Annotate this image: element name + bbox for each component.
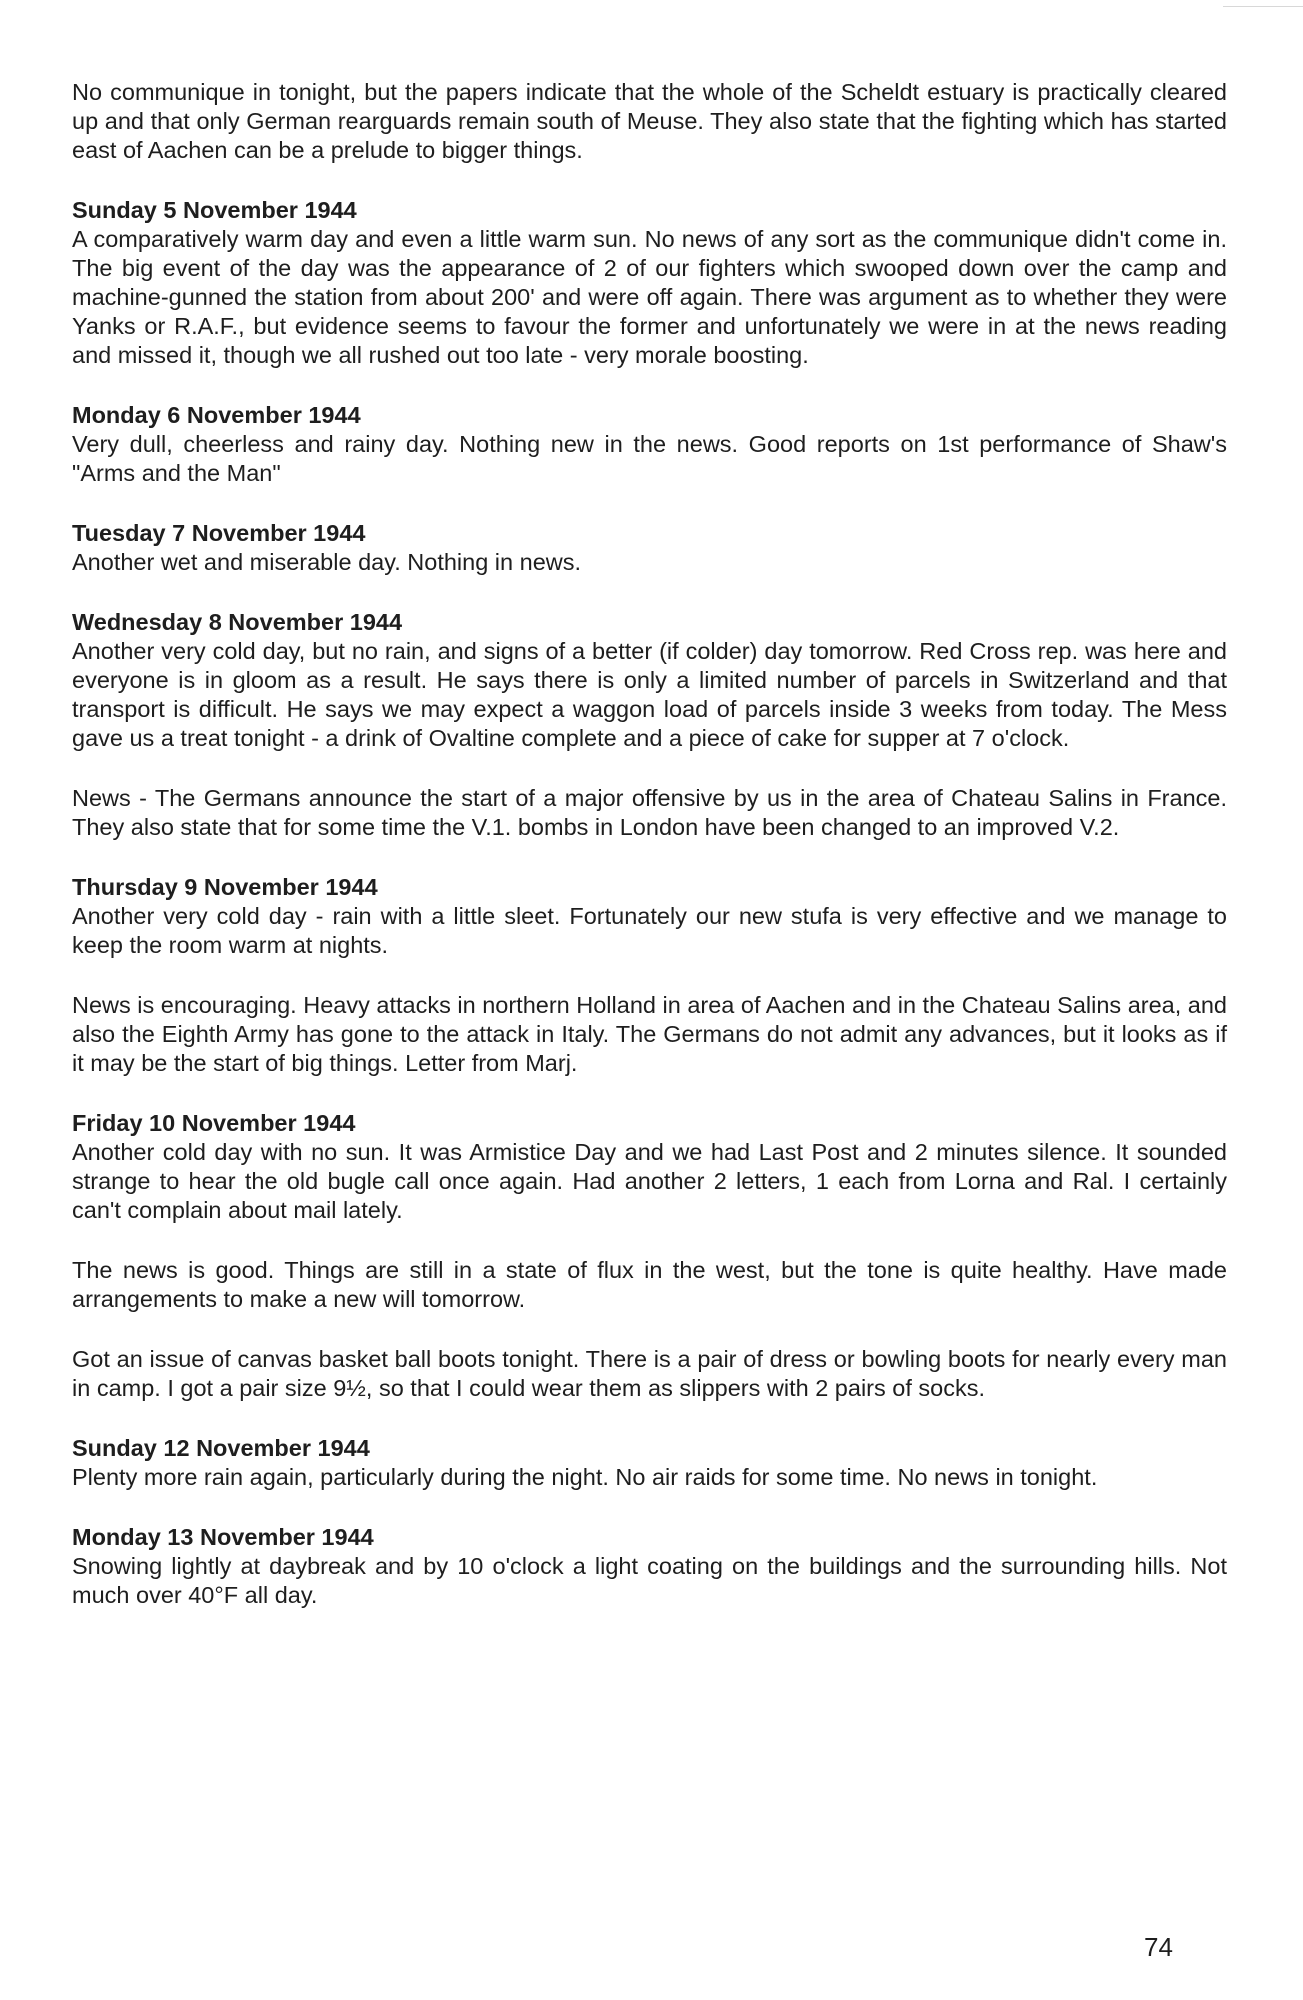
entry-heading: Sunday 12 November 1944 [72, 1435, 370, 1461]
entry-paragraph: Plenty more rain again, particularly during the night. No air raids for some time. No news in tonight. [72, 1464, 1098, 1490]
entry-paragraph: Another very cold day, but no rain, and signs of a better (if colder) day tomorrow. Red Cross rep. was here and everyone is in gloom as a result. He says there is only a limited number of parcels in Switzerland and that transport is difficult. He says we may expect a waggon load of parcels inside 3 weeks from today. The Mess gave us a treat tonight - a drink of Ovaltine complete and a piece of cake for supper at 7 o'clock. [72, 638, 1227, 751]
entry-heading: Monday 6 November 1944 [72, 402, 361, 428]
diary-entry-nov-9 [72, 873, 1227, 1078]
entry-heading: Friday 10 November 1944 [72, 1110, 356, 1136]
diary-entry-nov-10 [72, 1109, 1227, 1403]
diary-entry-nov-12 [72, 1434, 1227, 1492]
entry-heading: Thursday 9 November 1944 [72, 874, 378, 900]
diary-entry-nov-6 [72, 401, 1227, 488]
entry-heading: Sunday 5 November 1944 [72, 197, 357, 223]
entry-paragraph: Snowing lightly at daybreak and by 10 o'clock a light coating on the buildings and the surrounding hills. Not much over 40°F all day. [72, 1553, 1227, 1608]
diary-entry-nov-13 [72, 1523, 1227, 1610]
diary-entry-nov-8 [72, 608, 1227, 842]
entry-heading: Wednesday 8 November 1944 [72, 609, 403, 635]
entry-paragraph: News - The Germans announce the start of a major offensive by us in the area of Chateau Salins in France. They also state that for some time the V.1. bombs in London have been changed to an improved V.2. [72, 785, 1227, 840]
scan-edge-rule [1223, 6, 1303, 7]
entry-paragraph: Very dull, cheerless and rainy day. Nothing new in the news. Good reports on 1st performance of Shaw's "Arms and the Man" [72, 431, 1227, 486]
entry-paragraph: Another very cold day - rain with a little sleet. Fortunately our new stufa is very effective and we manage to keep the room warm at nights. [72, 903, 1227, 958]
intro-paragraph: No communique in tonight, but the papers indicate that the whole of the Scheldt estuary is practically cleared up and that only German rearguards remain south of Meuse. They also state that the fighting which has started east of Aachen can be a prelude to bigger things. [72, 79, 1227, 163]
entry-heading: Monday 13 November 1944 [72, 1524, 374, 1550]
diary-entry-nov-5 [72, 196, 1227, 370]
entry-paragraph: News is encouraging. Heavy attacks in northern Holland in area of Aachen and in the Chateau Salins area, and also the Eighth Army has gone to the attack in Italy. The Germans do not admit any advances, but it looks as if it may be the start of big things. Letter from Marj. [72, 992, 1227, 1076]
entry-paragraph: Another wet and miserable day. Nothing in news. [72, 549, 582, 575]
entry-paragraph: Got an issue of canvas basket ball boots tonight. There is a pair of dress or bowling boots for nearly every man in camp. I got a pair size 9½, so that I could wear them as slippers with 2 pairs of socks. [72, 1346, 1227, 1401]
diary-page [72, 78, 1227, 1641]
diary-entry-nov-7 [72, 519, 1227, 577]
entry-heading: Tuesday 7 November 1944 [72, 520, 366, 546]
entry-paragraph: A comparatively warm day and even a little warm sun. No news of any sort as the communique didn't come in. The big event of the day was the appearance of 2 of our fighters which swooped down over the camp and machine-gunned the station from about 200' and were off again. There was argument as to whether they were Yanks or R.A.F., but evidence seems to favour the former and unfortunately we were in at the news reading and missed it, though we all rushed out too late - very morale boosting. [72, 226, 1227, 368]
entry-paragraph: Another cold day with no sun. It was Armistice Day and we had Last Post and 2 minutes silence. It sounded strange to hear the old bugle call once again. Had another 2 letters, 1 each from Lorna and Ral. I certainly can't complain about mail lately. [72, 1139, 1227, 1223]
page-number: 74 [1144, 1932, 1173, 1962]
entry-paragraph: The news is good. Things are still in a state of flux in the west, but the tone is quite healthy. Have made arrangements to make a new will tomorrow. [72, 1257, 1227, 1312]
